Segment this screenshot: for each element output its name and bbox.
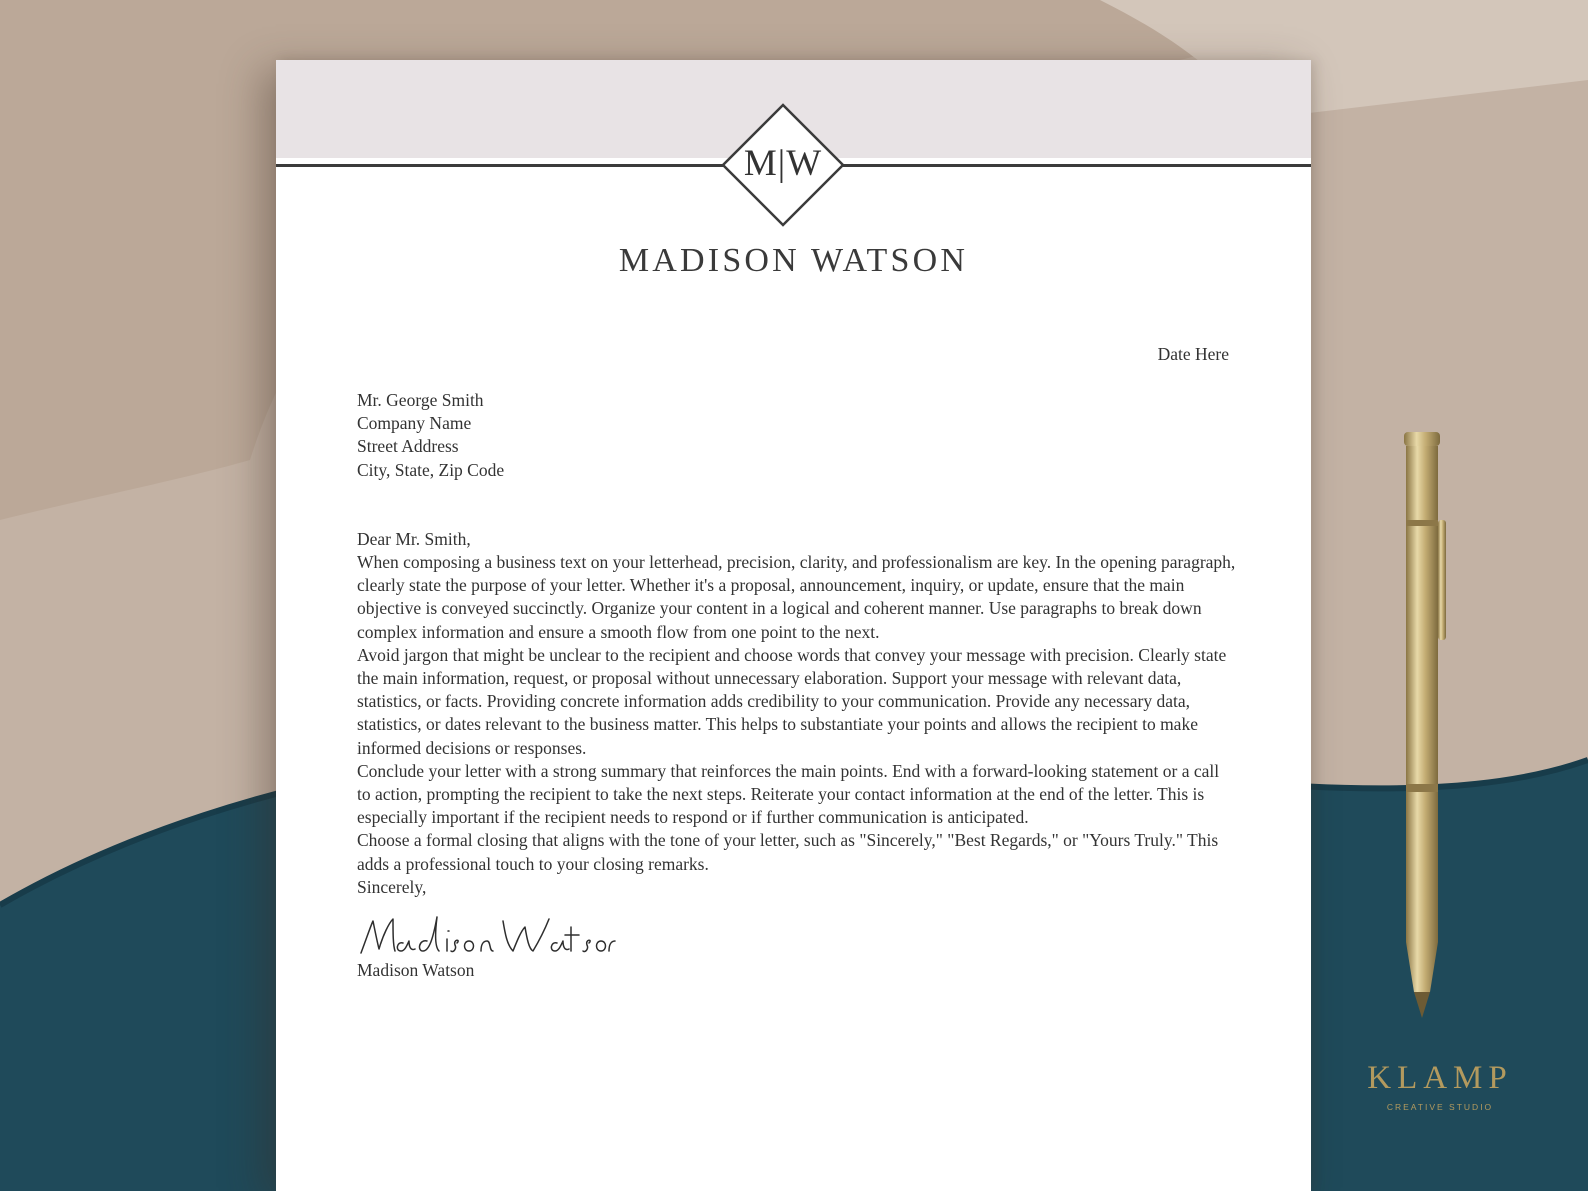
letter-page [276,60,1311,1191]
recipient-address [357,389,1237,482]
recipient-company: Company Name [357,413,472,434]
paragraph-4: Choose a formal closing that aligns with the tone of your letter, such as "Sincerely," "Best Regards," or "Yours Truly." This adds a professional touch to your closing remarks. [357,830,1219,874]
printed-name: Madison Watson [357,960,475,981]
gold-pen [1402,432,1458,1022]
paragraph-1: When composing a business text on your letterhead, precision, clarity, and professionalism are key. In the opening paragraph, clearly state the purpose of your letter. Whether it's a proposal, announcement, inquiry, or update, ensure that the main objective is conveyed succinctly. Organize your content in a logical and coherent manner. Use paragraphs to break down complex information and ensure a smooth flow from one point to the next. [357,552,1236,642]
recipient-city: City, State, Zip Code [357,459,505,480]
letterhead-name: MADISON WATSON [618,242,969,279]
recipient-name: Mr. George Smith [357,390,484,410]
handwritten-signature [357,907,617,959]
brand-logo: KLAMP [1367,1060,1513,1096]
recipient-street: Street Address [357,436,459,457]
closing: Sincerely, [357,876,427,897]
salutation: Dear Mr. Smith, [357,528,471,549]
letter-date: Date Here [1157,344,1229,364]
monogram-divider: | [777,143,787,184]
paragraph-3: Conclude your letter with a strong summary that reinforces the main points. End with a forward-looking statement or a call to action, prompting the recipient to take the next steps. Reiterate your contact information at the end of the letter. This is especially important if the recipient needs to respond or if further communication is anticipated. [357,760,1220,828]
letter-body [357,389,1237,982]
monogram-last: W [786,143,823,184]
monogram-initials [720,142,846,185]
paragraph-2: Avoid jargon that might be unclear to the recipient and choose words that convey your message with precision. Clearly state the main information, request, or proposal without unnecessary elaboration. Support your message with relevant data, statistics, or facts. Providing concrete information adds credibility to your communication. Provide any necessary data, statistics, or dates relevant to the business matter. This helps to substantiate your points and allows the recipient to make informed decisions or responses. [357,644,1227,758]
monogram-first: M [743,143,778,184]
brand-tagline: CREATIVE STUDIO [1386,1102,1494,1112]
